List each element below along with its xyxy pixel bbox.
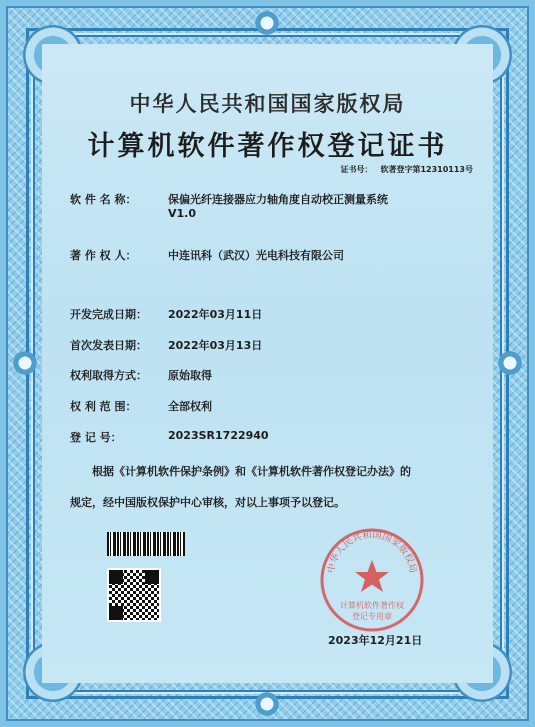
- acquisition-row: [70, 367, 212, 383]
- completion-date-row: [70, 306, 262, 322]
- cert-number-value: 软著登字第12310113号: [380, 165, 473, 174]
- side-ornament-right: [495, 348, 525, 378]
- registration-number-row: [70, 429, 269, 445]
- owner-label: 著 作 权 人：: [70, 249, 137, 262]
- issue-date: 2023年12月21日: [328, 634, 423, 647]
- software-version: V1.0: [168, 207, 196, 220]
- publish-date-label: 首次发表日期：: [70, 339, 147, 352]
- scope-label: 权 利 范 围：: [70, 400, 137, 413]
- body-text-line2: 规定，经中国版权保护中心审核，对以上事项予以登记。: [70, 496, 345, 509]
- acquisition-label: 权利取得方式：: [70, 369, 147, 382]
- owner-row: [70, 247, 344, 263]
- certificate-title: 计算机软件著作权登记证书: [87, 131, 448, 162]
- owner-value: 中连讯科（武汉）光电科技有限公司: [168, 249, 344, 262]
- seal-ring-text: 中华人民共和国国家版权局: [325, 529, 419, 574]
- software-name-value: 保偏光纤连接器应力轴角度自动校正测量系统: [168, 193, 388, 206]
- seal-inner-line1: 计算机软件著作权: [340, 601, 404, 610]
- qr-code: [107, 568, 161, 622]
- side-ornament-top: [252, 8, 282, 38]
- registration-number-value: 2023SR1722940: [168, 429, 269, 442]
- scope-row: [70, 398, 212, 414]
- publish-date-value: 2022年03月13日: [168, 339, 263, 352]
- seal-star-icon: [355, 560, 389, 592]
- software-name-row: [70, 191, 388, 207]
- completion-date-label: 开发完成日期：: [70, 308, 147, 321]
- registration-number-label: 登 记 号：: [70, 431, 122, 444]
- issuer-heading: 中华人民共和国国家版权局: [129, 91, 406, 116]
- scope-value: 全部权利: [168, 400, 212, 413]
- barcode: [107, 532, 185, 556]
- seal-inner-line2: 登记专用章: [352, 612, 392, 621]
- completion-date-value: 2022年03月11日: [168, 308, 263, 321]
- cert-number-label: 证书号：: [340, 165, 373, 174]
- body-text-line1: 根据《计算机软件保护条例》和《计算机软件著作权登记办法》的: [92, 465, 411, 478]
- publish-date-row: [70, 337, 262, 353]
- software-name-label: 软 件 名 称：: [70, 193, 137, 206]
- certificate-number: [340, 164, 473, 175]
- side-ornament-bottom: [252, 689, 282, 719]
- acquisition-value: 原始取得: [168, 369, 212, 382]
- side-ornament-left: [10, 348, 40, 378]
- official-seal: [318, 526, 426, 634]
